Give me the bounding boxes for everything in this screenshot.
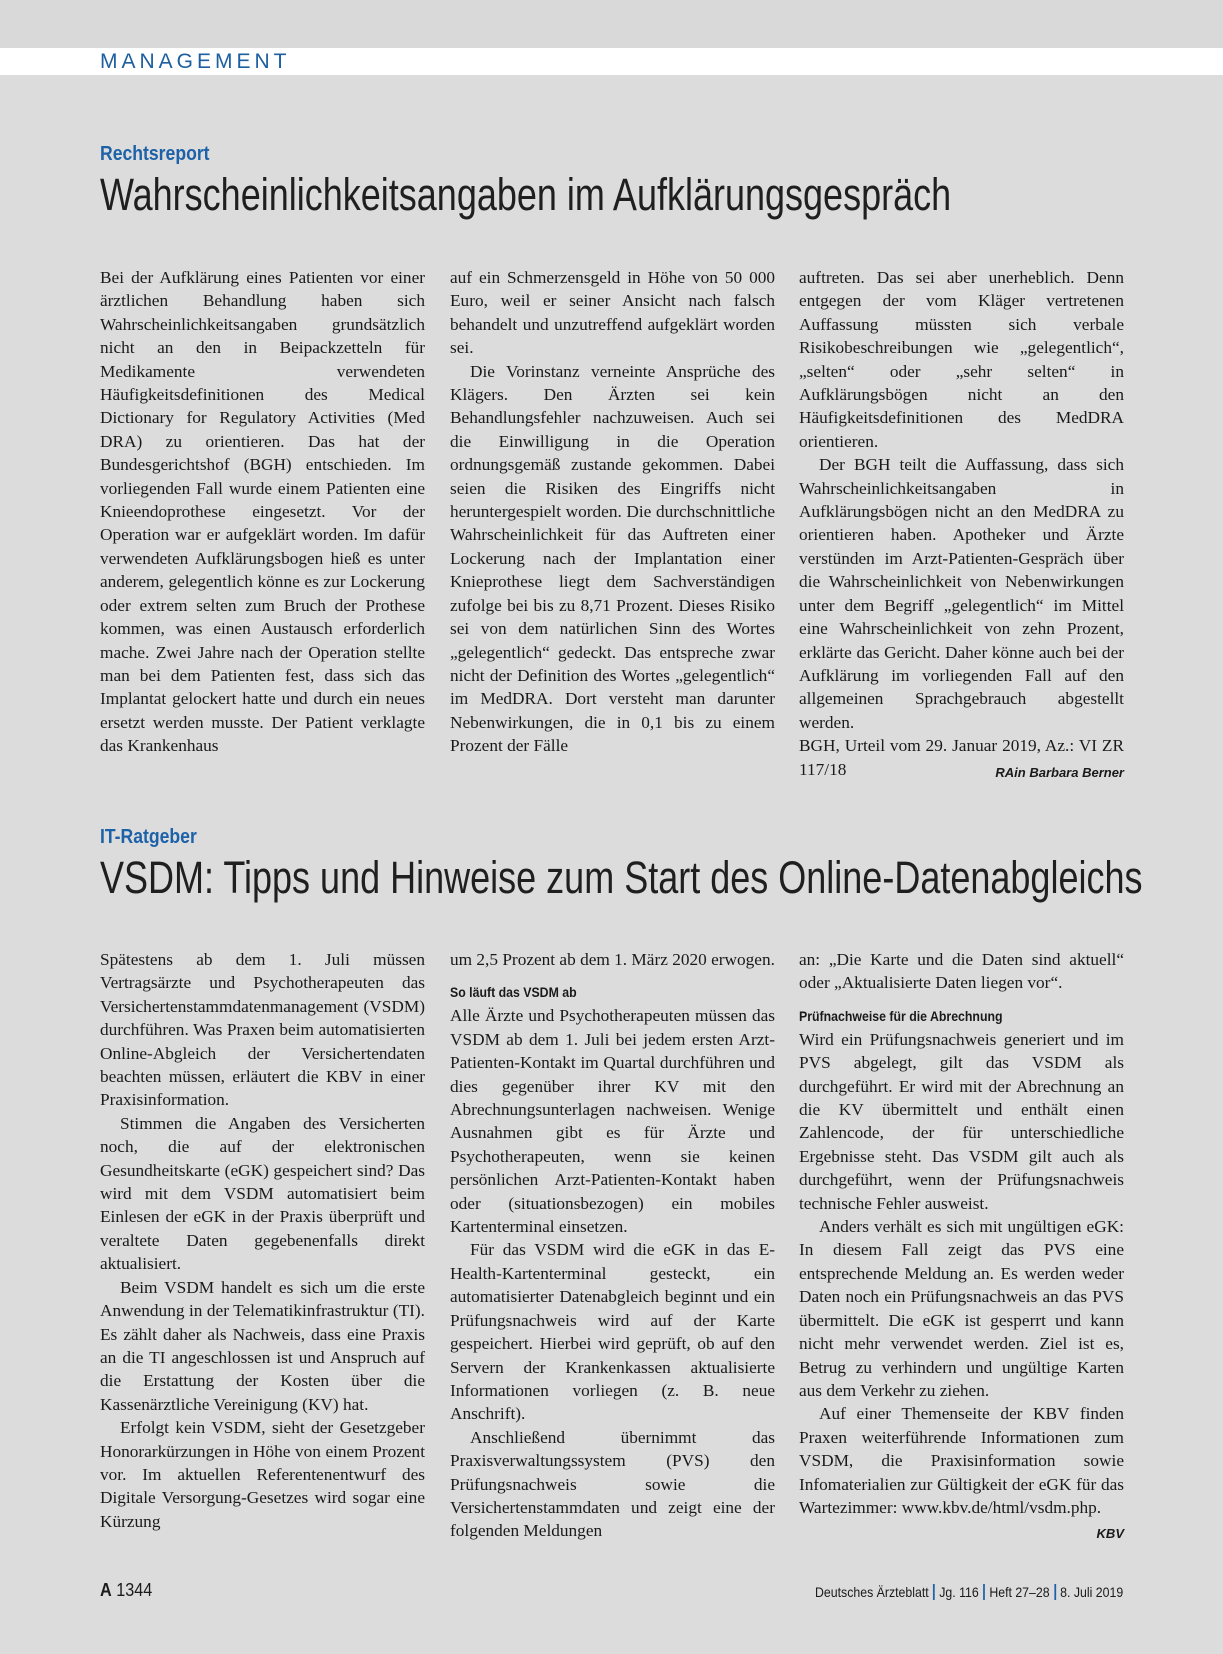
page-number — [100, 1580, 152, 1601]
paragraph: Bei der Aufklärung eines Patienten vor einer ärztlichen Behandlung haben sich Wahrscheinlichkeitsangaben grundsätzlich nicht an den in Beipackzetteln für Medikamente verwendeten Häufigkeitsdefinitionen des Medical Dictionary for Regulatory Activities (Med DRA) zu orientieren. Das hat der Bundesgerichtshof (BGH) entschieden. Im vorliegenden Fall wurde einem Patienten eine Knieendoprothese eingesetzt. Vor der Operation war er aufgeklärt worden. Im dafür verwendeten Aufklärungsbogen hieß es unter anderem, gelegentlich könne es zur Lockerung oder extrem selten zum Bruch der Prothese kommen, was einen Austausch erforderlich mache. Zwei Jahre nach der Operation stellte man bei dem Patienten fest, dass sich das Implantat gelockert hatte und durch ein neues ersetzt werden musste. Der Patient verklagte das Krankenhaus — [100, 268, 425, 756]
paragraph-text: Auf einer Themenseite der KBV finden Praxen weiterführende Informationen zum VSDM, die Praxisinformation sowie Infomaterialien zur Gültigkeit der eGK für das Wartezimmer: www.kbv.de/html/vsdm.php. — [799, 1404, 1124, 1517]
paragraph: Anschließend übernimmt das Praxisverwaltungssystem (PVS) den Prüfungsnachweis sowie die Versichertenstammdaten und zeigt eine der folgenden Meldungen — [450, 1427, 775, 1541]
separator — [1054, 1584, 1056, 1600]
article2-column-2 — [450, 948, 775, 1543]
author-byline: RAin Barbara Berner — [995, 764, 1124, 780]
page-number-value: 1344 — [116, 1580, 153, 1600]
paragraph: Für das VSDM wird die eGK in das E-Health-Kartenterminal gesteckt, ein automatisierter Datenabgleich beginnt und ein Prüfungsnachweis wird auf der Karte gespeichert. Hierbei wird geprüft, ob auf den Servern der Krankenkassen aktualisierte Informationen vorliegen (z. B. neue Anschrift). — [450, 1240, 775, 1424]
paragraph: Die Vorinstanz verneinte Ansprüche des Klägers. Den Ärzten sei kein Behandlungsfehler nachzuweisen. Auch sei die Einwilligung in die Operation ordnungsgemäß zustande gekommen. Dabei seien die Risiken des Eingriffs nicht heruntergespielt worden. Die durchschnittliche Wahrscheinlichkeit für das Auftreten einer Lockerung nach der Implantation einer Knieprothese liegt dem Sachverständigen zufolge bei bis zu 8,71 Prozent. Dieses Risiko sei von dem natürlichen Sinn des Wortes „gelegentlich“ gedeckt. Das entspreche zwar nicht der Definition des Wortes „gelegentlich“ im MedDRA. Dort versteht man darunter Nebenwirkungen, die in 0,1 bis zu einem Prozent der Fälle — [450, 361, 775, 756]
paragraph: auf ein Schmerzensgeld in Höhe von 50 000 Euro, weil er seiner Ansicht nach falsch behandelt und unzutreffend aufgeklärt worden sei. — [450, 268, 775, 358]
section-label: MANAGEMENT — [100, 50, 291, 73]
paragraph: um 2,5 Prozent ab dem 1. März 2020 erwogen. — [450, 950, 775, 969]
article2-column-1 — [100, 948, 425, 1533]
paragraph: Wird ein Prüfungsnachweis generiert und im PVS abgelegt, gilt das VSDM als durchgeführt. Er wird mit der Abrechnung an die KV übermittelt und enthält einen Zahlencode, der für unterschiedliche Ergebnisse steht. Das VSDM gilt auch als durchgeführt, wenn der Prüfungsnachweis technische Fehler ausweist. — [799, 1029, 1124, 1213]
paragraph — [799, 1402, 1124, 1542]
subheading: Prüfnachweise für die Abrechnung — [799, 1007, 1003, 1024]
article2-column-3 — [799, 948, 1124, 1546]
paragraph: Beim VSDM handelt es sich um die erste Anwendung in der Telematikinfrastruktur (TI). Es zählt daher als Nachweis, dass eine Praxis an die TI angeschlossen ist und Anspruch auf die Erstattung der Kosten über die Kassenärztliche Vereinigung (KV) hat. — [100, 1277, 425, 1414]
journal-issue: Heft 27–28 — [989, 1584, 1050, 1600]
paragraph: Spätestens ab dem 1. Juli müssen Vertragsärzte und Psychotherapeuten das Versichertenstammdatenmanagement (VSDM) durchführen. Was Praxen beim automatisierten Online-Abgleich der Versichertendaten beachten müssen, erläutert die KBV in einer Praxisinformation. — [100, 950, 425, 1110]
paragraph: Stimmen die Angaben des Versicherten noch, die auf der elektronischen Gesundheitskarte (eGK) gespeichert sind? Das wird mit dem VSDM automatisiert beim Einlesen der eGK in der Praxis überprüft und veraltete Daten gegebenenfalls direkt aktualisiert. — [100, 1113, 425, 1274]
journal-date: 8. Juli 2019 — [1059, 1584, 1123, 1600]
article1-column-3 — [799, 266, 1124, 784]
article1-title: Wahrscheinlichkeitsangaben im Aufklärungsgespräch — [100, 169, 952, 220]
paragraph: Anders verhält es sich mit ungültigen eGK: In diesem Fall zeigt das PVS eine entsprechende Meldung an. Es werden weder Daten noch ein Prüfungsnachweis an das PVS übermittelt. Die eGK ist gesperrt und kann nicht mehr verwendet werden. Ziel ist es, Betrug zu verhindern und ungültige Karten aus dem Verkehr zu ziehen. — [799, 1217, 1124, 1400]
article1-column-2 — [450, 266, 775, 758]
article1-column-1 — [100, 266, 425, 758]
page-prefix: A — [100, 1580, 112, 1600]
journal-name: Deutsches Ärzteblatt — [814, 1584, 929, 1600]
article2-kicker: IT-Ratgeber — [100, 826, 197, 848]
separator — [933, 1584, 935, 1600]
journal-info — [815, 1584, 1123, 1600]
paragraph: Der BGH teilt die Auffassung, dass sich Wahrscheinlichkeitsangaben in Aufklärungsbögen nicht an den MedDRA zu orientieren haben. Apotheker und Ärzte verstünden im Arzt-Patienten-Gespräch über die Wahrscheinlichkeit von Nebenwirkungen unter dem Begriff „gelegentlich“ im Mittel eine Wahrscheinlichkeit von zehn Prozent, erklärte das Gericht. Daher könne auch bei der Aufklärung im vorliegenden Fall auf den allgemeinen Sprachgebrauch abgestellt werden. — [799, 455, 1124, 732]
paragraph: auftreten. Das sei aber unerheblich. Denn entgegen der vom Kläger vertretenen Auffassung müssten sich verbale Risikobeschreibungen wie „gelegentlich“, „selten“ oder „sehr selten“ in Aufklärungsbögen nicht an den Häufigkeitsdefinitionen des MedDRA orientieren. — [799, 268, 1124, 451]
article1-kicker: Rechtsreport — [100, 143, 210, 165]
paragraph: Alle Ärzte und Psychotherapeuten müssen das VSDM ab dem 1. Juli bei jedem ersten Arzt-Patienten-Kontakt im Quartal durchführen und dies gegenüber ihrer KV mit den Abrechnungsunterlagen nachweisen. Wenige Ausnahmen gibt es für Ärzte und Psychotherapeuten, wenn sie keinen persönlichen Arzt-Patienten-Kontakt haben oder (situationsbezogen) ein mobiles Kartenterminal einsetzen. — [450, 1006, 775, 1237]
subheading: So läuft das VSDM ab — [450, 984, 577, 1001]
author-byline: KBV — [1096, 1526, 1124, 1542]
citation — [799, 734, 1124, 781]
citation-text: BGH, Urteil vom 29. Januar 2019, Az.: VI ZR 117/18 — [799, 736, 1124, 779]
paragraph: Erfolgt kein VSDM, sieht der Gesetzgeber Honorarkürzungen in Höhe von einem Prozent vor. Im aktuellen Referentenentwurf des Digitale Versorgung-Gesetzes wird sogar eine Kürzung — [100, 1418, 425, 1531]
article2-title: VSDM: Tipps und Hinweise zum Start des Online-Datenabgleichs — [100, 852, 1143, 903]
journal-volume: Jg. 116 — [939, 1584, 979, 1600]
top-margin — [0, 0, 1223, 48]
paragraph: an: „Die Karte und die Daten sind aktuell“ oder „Aktualisierte Daten liegen vor“. — [799, 950, 1124, 993]
separator — [983, 1584, 985, 1600]
